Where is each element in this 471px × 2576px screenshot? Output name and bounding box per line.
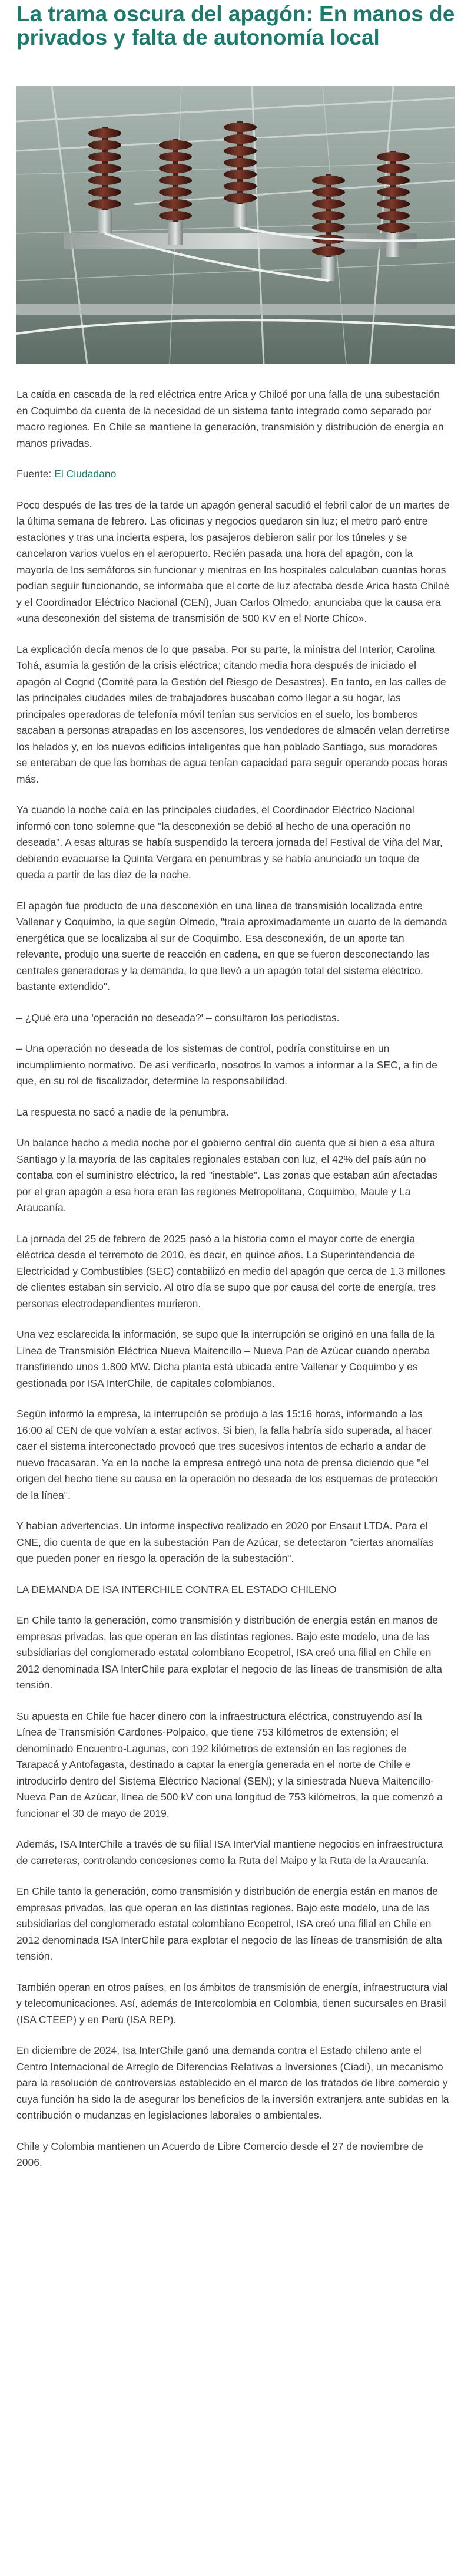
hero-image [16,86,455,364]
paragraph: Según informó la empresa, la interrupción se produjo a las 15:16 horas, informando a las 16:00 al CEN de que volvían a estar activos. Si bien, la falla habría sido superada, al hacer caer el sistema interconectado provocó que tres sucesivos intentos de echarlo a andar de nuevo fracasaran. Ya en la noche la empresa entregó una nota de prensa diciendo que "el origen del hecho tiene su causa en la operación no deseada de los esquemas de protección de la línea". [16,1408,438,1501]
paragraph: Además, ISA InterChile a través de su filial ISA InterVial mantiene negocios en infraestructura de carreteras, controlando concesiones como la Ruta del Maipo y la Ruta de la Araucanía. [16,1838,443,1866]
paragraph: Una vez esclarecida la información, se supo que la interrupción se originó en una falla de la Línea de Transmisión Eléctrica Nueva Maitencillo – Nueva Pan de Azúcar cuando operaba transfiriendo unos 1.800 MW. Dicha planta está ubicada entre Vallenar y Coquimbo y es gestionada por ISA InterChile, de capitales colombianos. [16,1328,435,1389]
paragraph: Un balance hecho a media noche por el gobierno central dio cuenta que si bien a esa altura Santiago y la mayoría de las capitales regionales estaban con luz, el 42% del país aún no contaba con el suministro eléctrico, la red "inestable". Las zonas que estaban aún afectadas por el gran apagón a esa hora eran las regiones Metropolitana, Coquimbo, Maule y La Araucanía. [16,1137,437,1213]
paragraph: El apagón fue producto de una desconexión en una línea de transmisión localizada entre Vallenar y Coquimbo, la que según Olmedo, "traía aproximadamente un cuarto de la demanda energética que se localizaba al sur de Coquimbo. Esa desconexión, de un aporte tan relevante, produjo una suerte de reacción en cadena, en que se fueron desconectando las centrales generadoras y la demanda, lo que llevó a un apagón total del sistema eléctrico, bastante extendido". [16,899,447,992]
paragraph: – Una operación no deseada de los sistemas de control, podría constituirse en un incumplimiento normativo. De así verificarlo, nosotros lo vamos a informar a la SEC, a fin de que, en su rol de fiscalizador, determine la responsabilidad. [16,1043,437,1087]
section-heading: LA DEMANDA DE ISA INTERCHILE CONTRA EL ESTADO CHILENO [16,1583,337,1595]
paragraph: Su apuesta en Chile fue hacer dinero con la infraestructura eléctrica, construyendo así la Línea de Transmisión Cardones-Polpaico, que tiene 753 kilómetros de extensión; el denominado Encuentro-Lagunas, con 192 kilómetros de extensión en las regiones de Tarapacá y Antofagasta, destinado a captar la energía generada en el norte de Chile e introducirlo dentro del Sistema Eléctrico Nacional (SEN); y la siniestrada Nueva Maitencillo-Nueva Pan de Azúcar, línea de 500 kV con una longitud de 753 kilómetros, la que comenzó a funcionar el 30 de mayo de 2019. [16,1710,443,1819]
paragraph: En diciembre de 2024, Isa InterChile ganó una demanda contra el Estado chileno ante el Centro Internacional de Arreglo de Diferencias Relativas a Inversiones (Ciadi), un mecanismo para la resolución de controversias establecido en el marco de los tratados de libre comercio y cuya función ha sido la de asegurar los beneficios de la inversión extranjera ante subidas en la contribución o mudanzas en legislaciones laborales o ambientales. [16,2044,449,2121]
paragraph: – ¿Qué era una 'operación no deseada?' – consultaron los periodistas. [16,1011,340,1024]
article-source [16,466,450,483]
paragraph: La jornada del 25 de febrero de 2025 pasó a la historia como el mayor corte de energía eléctrica desde el terremoto de 2010, es decir, en quince años. La Superintendencia de Electricidad y Combustibles (SEC) contabilizó en medio del apagón que cerca de 1,3 millones de clientes estaban sin servicio. Al otro día se supo que por causa del corte de energía, tres personas electrodependientes murieron. [16,1232,445,1310]
paragraph: Ya cuando la noche caía en las principales ciudades, el Coordinador Eléctrico Nacional informó con tono solemne que "la desconexión se debió al hecho de una operación no deseada". A esas alturas se había suspendido la tercera jornada del Festival de Viña del Mar, debiendo evacuarse la Quinta Vergara en penumbras y se había anunciado un toque de queda a partir de las diez de la noche. [16,804,443,880]
paragraph: En Chile tanto la generación, como transmisión y distribución de energía están en manos de empresas privadas, las que operan en las distintas regiones. Bajo este modelo, una de las subsidiarias del conglomerado estatal colombiano Ecopetrol, ISA creó una filial en Chile en 2012 denominada ISA InterChile para explotar el negocio de las líneas de transmisión de alta tensión. [16,1614,442,1691]
article-title: La trama oscura del apagón: En manos de privados y falta de autonomía local [16,2,455,50]
paragraph: En Chile tanto la generación, como transmisión y distribución de energía están en manos de empresas privadas, las que operan en las distintas regiones. Bajo este modelo, una de las subsidiarias del conglomerado estatal colombiano Ecopetrol, ISA creó una filial en Chile en 2012 denominada ISA InterChile para explotar el negocio de las líneas de transmisión de alta tensión. [16,1885,442,1962]
source-link[interactable]: El Ciudadano [54,468,117,480]
paragraph: La respuesta no sacó a nadie de la penumbra. [16,1106,229,1118]
article-lead: La caída en cascada de la red eléctrica entre Arica y Chiloé por una falla de una subestación en Coquimbo da cuenta de la necesidad de un sistema tanto integrado como separado por macro regiones. En Chile se mantiene la generación, transmisión y distribución de energía en manos privadas. [16,388,444,449]
paragraph: Poco después de las tres de la tarde un apagón general sacudió el febril calor de un martes de la última semana de febrero. Las oficinas y negocios quedaron sin luz; el metro paró entre estaciones y tras una incierta espera, los pasajeros debieron salir por los túneles y se cancelaron varios vuelos en el aeropuerto. Recién pasada una hora del apagón, con la mayoría de los semáforos sin funcionar y mientras en los hospitales calculaban cuantas horas podían seguir funcionando, se informaba que el corte de luz afectaba desde Arica hasta Chiloé y el Coordinador Eléctrico Nacional (CEN), Juan Carlos Olmedo, anunciaba que la causa era «una desconexión del sistema de transmisión de 500 KV en el Norte Chico». [16,499,450,624]
paragraph: Y habían advertencias. Un informe inspectivo realizado en 2020 por Ensaut LTDA. Para el CNE, dio cuenta de que en la subestación Pan de Azúcar, se detectaron "ciertas anomalías que pueden poner en riesgo la operación de la subestación". [16,1520,434,1564]
paragraph: Chile y Colombia mantienen un Acuerdo de Libre Comercio desde el 27 de noviembre de 2006. [16,2140,423,2168]
article-body [16,387,450,2186]
paragraph: También operan en otros países, en los ámbitos de transmisión de energía, infraestructura vial y telecomunicaciones. Así, además de Intercolombia en Colombia, tienen sucursales en Brasil (ISA CTEEP) y en Perú (ISA REP). [16,1981,448,2026]
source-label: Fuente: [16,468,52,480]
paragraph: La explicación decía menos de lo que pasaba. Por su parte, la ministra del Interior, Carolina Tohá, asumía la gestión de la crisis eléctrica; citando media hora después de iniciado el apagón al Cogrid (Comité para la Gestión del Riesgo de Desastres). En tanto, en las calles de las principales ciudades miles de trabajadores buscaban como llegar a su hogar, las principales operadoras de telefonía móvil tenían sus servicios en el suelo, los bomberos sacaban a personas atrapadas en los ascensores, los vendedores de almacén velan derretirse los helados y, en los nuevos edificios inteligentes que han poblado Santiago, sus moradores se enteraban de que las bombas de agua tenían capacidad para seguir operando pocas horas más. [16,643,450,785]
